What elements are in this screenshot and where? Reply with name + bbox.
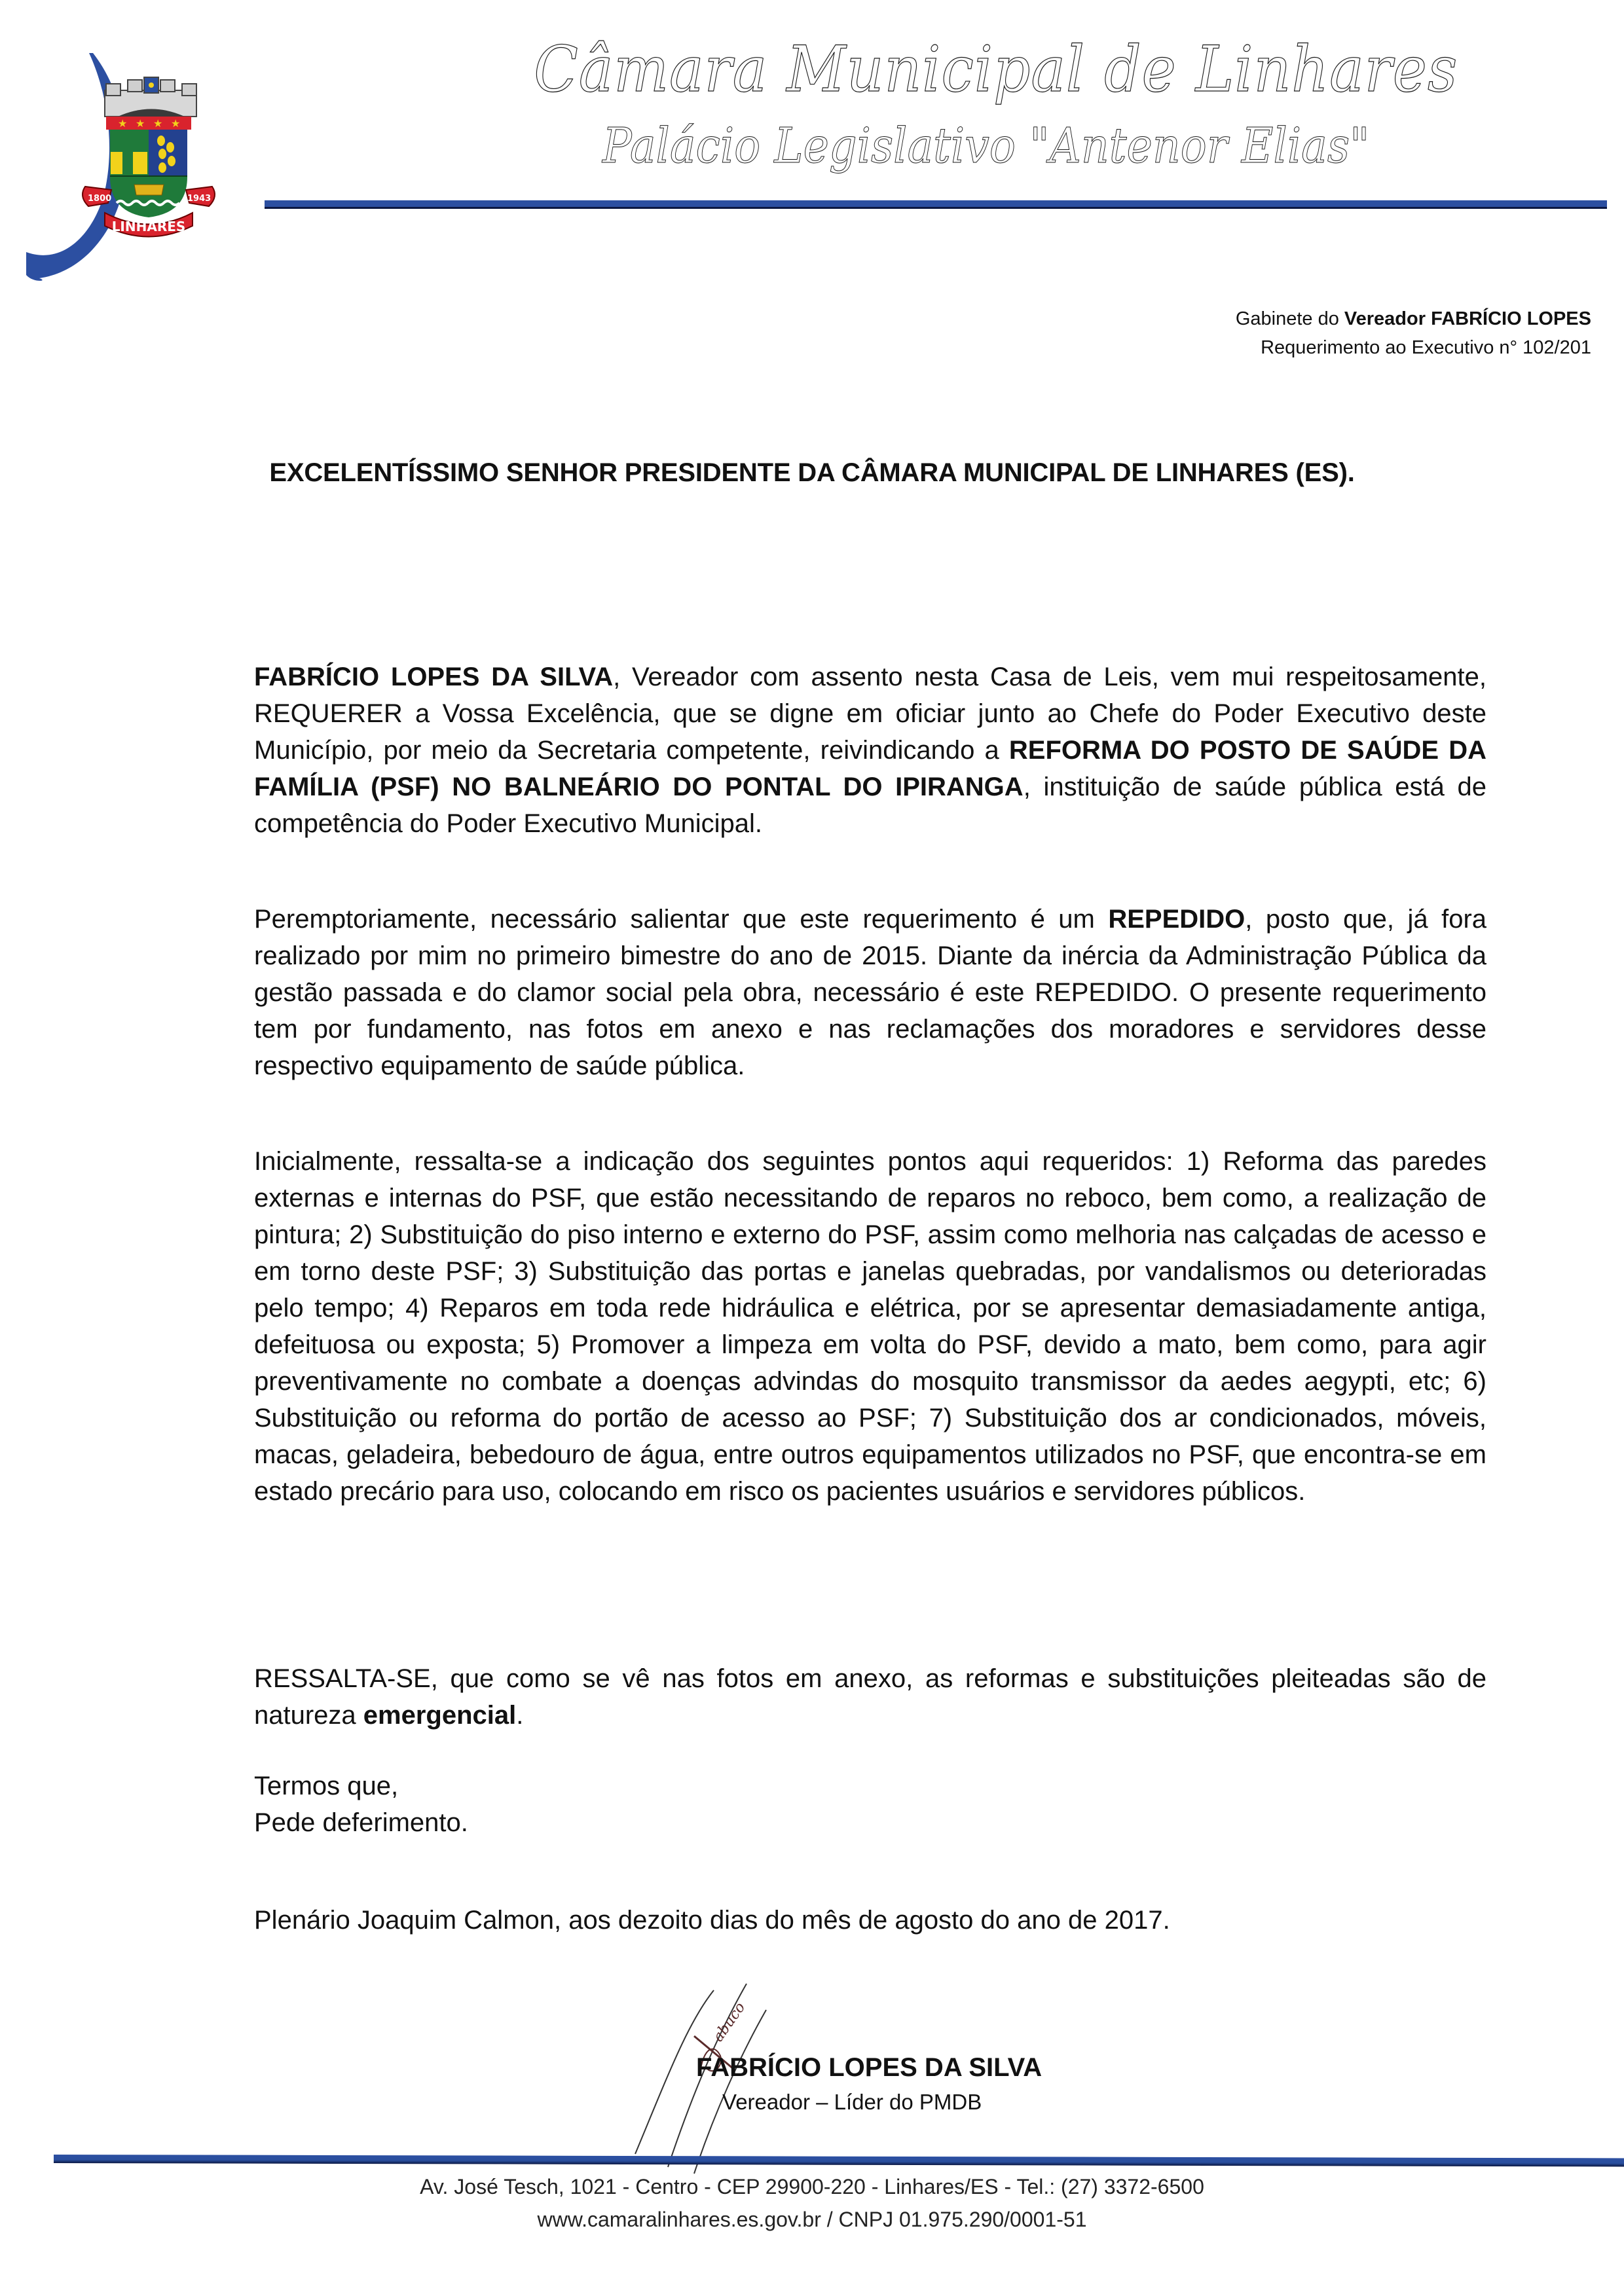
svg-text:1943: 1943 — [187, 194, 212, 204]
cabinet-prefix: Gabinete do — [1235, 308, 1344, 329]
paragraph-text: Peremptoriamente, necessário salientar que este requerimento é um — [254, 905, 1109, 934]
request-number: Requerimento ao Executivo n° 102/201 — [1261, 337, 1591, 358]
paragraph-text: . — [516, 1701, 524, 1730]
paragraph-text: , posto que, já fora realizado por mim no primeiro bimestre do ano de 2015. Diante da inércia da Administração Pública da gestão passada e do clamor social pela obra, necessário é este REPEDIDO. O presente requerimento tem por fundamento, nas fotos em anexo e nas reclamações dos moradores e servidores desse respectivo equipamento de saúde pública. — [254, 905, 1487, 1080]
svg-text:★: ★ — [171, 117, 181, 130]
cabinet-info — [1236, 304, 1591, 362]
repedido-emphasis: REPEDIDO — [1108, 905, 1246, 934]
footer-rule — [54, 2155, 1624, 2166]
closing-line-2: Pede deferimento. — [254, 1808, 468, 1837]
paragraph-emergency — [254, 1660, 1486, 1734]
signatory-role: Vereador – Líder do PMDB — [722, 2090, 982, 2114]
cabinet-councilor: Vereador FABRÍCIO LOPES — [1344, 308, 1591, 329]
svg-text:LINHARES: LINHARES — [111, 219, 186, 234]
header-rule — [265, 200, 1607, 207]
cabinet-line — [1236, 304, 1591, 333]
svg-text:★: ★ — [118, 117, 128, 130]
closing-line-1: Termos que, — [254, 1772, 399, 1800]
footer-website-cnpj: www.camaralinhares.es.gov.br / CNPJ 01.975.290/0001-51 — [537, 2208, 1087, 2231]
paragraph-requested-items: Inicialmente, ressalta-se a indicação dos seguintes pontos aqui requeridos: 1) Reforma das paredes externas e internas do PSF, que estão necessitando de reparos no reboco, bem como, a realização de pintura; 2) Substituição do piso interno e externo do PSF, assim como melhoria nas calçadas de acesso e em torno deste PSF; 3) Substituição das portas e janelas quebradas, por vandalismos ou deterioradas pelo tempo; 4) Reparos em toda rede hidráulica e elétrica, por se apresentar demasiadamente antiga, defeituosa ou exposta; 5) Promover a limpeza em volta do PSF, devido a mato, bem como, para agir preventivamente no combate a doenças advindas do mosquito transmissor da aedes aegypti, etc; 6) Substituição ou reforma do portão de acesso ao PSF; 7) Substituição dos ar condicionados, móveis, macas, geladeira, bebedouro de água, entre outros equipamentos utilizados no PSF, que encontra-se em estado precário para uso, colocando em risco os pacientes usuários e servidores públicos. — [254, 1147, 1486, 1506]
signatory-name: FABRÍCIO LOPES DA SILVA — [696, 2053, 1043, 2082]
institution-subtitle: Palácio Legislativo "Antenor Elias" — [602, 118, 1370, 174]
emergency-emphasis: emergencial — [363, 1701, 517, 1730]
paragraph-text: RESSALTA-SE, que como se vê nas fotos em anexo, as reformas e substituições pleiteadas são de natureza — [254, 1664, 1486, 1730]
paragraph-repedido — [254, 901, 1486, 1084]
paragraph-request — [254, 659, 1486, 842]
svg-text:★: ★ — [153, 117, 163, 130]
closing — [254, 1768, 1486, 1841]
svg-text:★: ★ — [136, 117, 145, 130]
addressee-heading: EXCELENTÍSSIMO SENHOR PRESIDENTE DA CÂMARA MUNICIPAL DE LINHARES (ES). — [269, 458, 1355, 487]
paragraph-text: , instituição de saúde pública está de competência do Poder Executivo Municipal. — [254, 773, 1487, 838]
paragraph-text: , Vereador com assento nesta Casa de Leis, vem mui respeitosamente, REQUERER a Vossa Excelência, que se digne em oficiar junto ao Chefe do Poder Executivo deste Município, por meio da Secretaria competente, reivindicando a — [254, 663, 1487, 765]
svg-text:1800: 1800 — [88, 194, 112, 204]
svg-text:abuco: abuco — [710, 1999, 749, 2045]
footer-address: Av. José Tesch, 1021 - Centro - CEP 29900-220 - Linhares/ES - Tel.: (27) 3372-6500 — [420, 2175, 1204, 2198]
place-and-date: Plenário Joaquim Calmon, aos dezoito dias do mês de agosto do ano de 2017. — [254, 1906, 1170, 1935]
request-subject: REFORMA DO POSTO DE SAÚDE DA FAMÍLIA (PSF) NO BALNEÁRIO DO PONTAL DO IPIRANGA — [254, 736, 1486, 801]
institution-title: Câmara Municipal de Linhares — [534, 33, 1458, 106]
requester-name: FABRÍCIO LOPES DA SILVA — [254, 663, 614, 691]
